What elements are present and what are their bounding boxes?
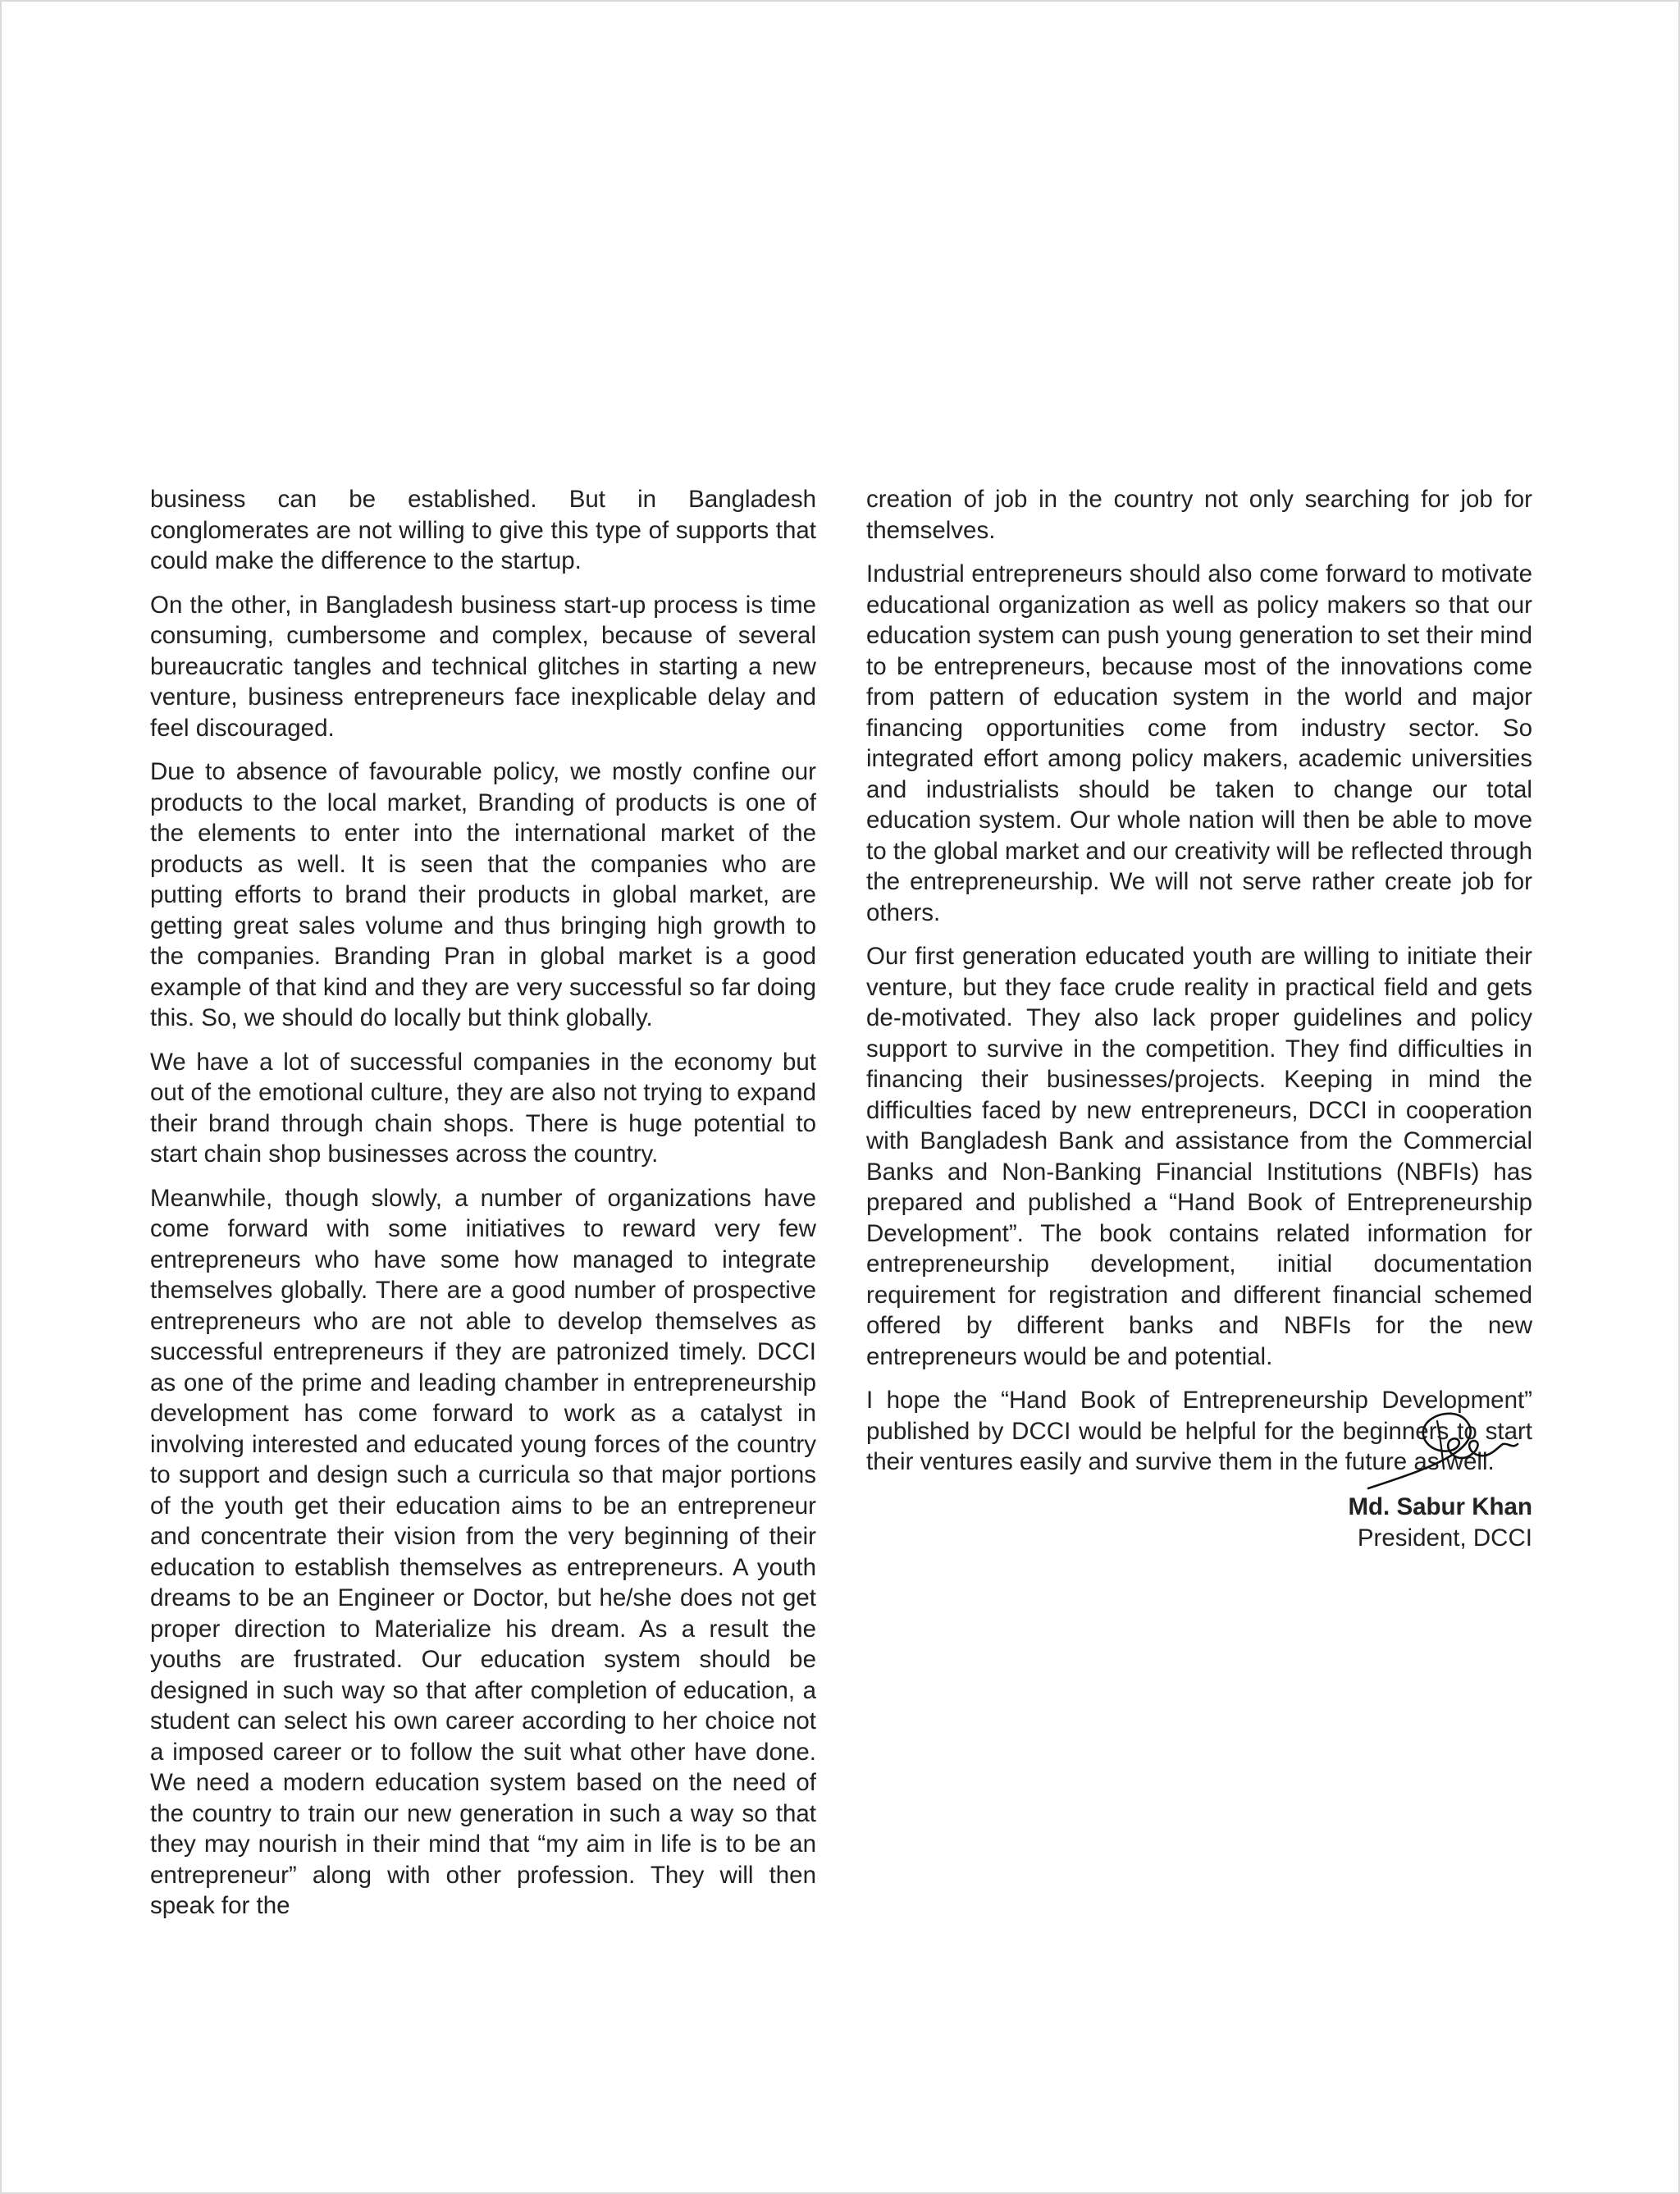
handwritten-signature (1362, 1396, 1526, 1495)
paragraph: Meanwhile, though slowly, a number of organizations have come forward with some initiatives to reward very few entrepreneurs who have some how managed to integrate themselves globally. There are a good number of prospective entrepreneurs who are not able to develop themselves as successful entrepreneurs if they are patronized timely. DCCI as one of the prime and leading chamber in entrepreneurship development has come forward to work as a catalyst in involving interested and educated young forces of the country to support and design such a curricula so that major portions of the youth get their education aims to be an entrepreneur and concentrate their vision from the very beginning of their education to establish themselves as entrepreneurs. A youth dreams to be an Engineer or Doctor, but he/she does not get proper direction to Materialize his dream. As a result the youths are frustrated. Our education system should be designed in such way so that after completion of education, a student can select his own career according to her choice not a imposed career or to follow the suit what other have done. We need a modern education system based on the need of the country to train our new generation in such a way so that they may nourish in their mind that “my aim in life is to be an entrepreneur” along with other profession. They will then speak for the (150, 1184, 816, 1919)
left-column (150, 484, 816, 1935)
signature-block (866, 1396, 1532, 1554)
right-column (866, 484, 1532, 1491)
signer-title: President, DCCI (1357, 1524, 1532, 1552)
paragraph: I hope the “Hand Book of Entrepreneurship Development” published by DCCI would be helpful for the beginners to start their ventures easily and survive them in the future as well. (866, 1387, 1532, 1475)
paragraph: creation of job in the country not only searching for job for themselves. (866, 486, 1532, 544)
paragraph: Due to absence of favourable policy, we mostly confine our products to the local market, Branding of products is one of the elements to enter into the international market of the products as well. It is seen that the companies who are putting efforts to brand their products in global market, are getting great sales volume and thus bringing high growth to the companies. Branding Pran in global market is a good example of that kind and they are very successful so far doing this. So, we should do locally but think globally. (150, 758, 816, 1031)
paragraph: business can be established. But in Bangladesh conglomerates are not willing to give this type of supports that could make the difference to the startup. (150, 486, 816, 574)
paragraph: We have a lot of successful companies in the economy but out of the emotional culture, they are also not trying to expand their brand through chain shops. There is huge potential to start chain shop businesses across the country. (150, 1048, 816, 1168)
paragraph: Industrial entrepreneurs should also come forward to motivate educational organization as well as policy makers so that our education system can push young generation to set their mind to be entrepreneurs, because most of the innovations come from pattern of education system in the world and major financing opportunities come from industry sector. So integrated effort among policy makers, academic universities and industrialists should be taken to change our total education system. Our whole nation will then be able to move to the global market and our creativity will be reflected through the entrepreneurship. We will not serve rather create job for others. (866, 560, 1532, 926)
paragraph: On the other, in Bangladesh business start-up process is time consuming, cumbersome and complex, because of several bureaucratic tangles and technical glitches in starting a new venture, business entrepreneurs face inexplicable delay and feel discouraged. (150, 591, 816, 742)
paragraph: Our first generation educated youth are willing to initiate their venture, but they face crude reality in practical field and gets de-motivated. They also lack proper guidelines and policy support to survive in the competition. They find difficulties in financing their businesses/projects. Keeping in mind the difficulties faced by new entrepreneurs, DCCI in cooperation with Bangladesh Bank and assistance from the Commercial Banks and Non-Banking Financial Institutions (NBFIs) has prepared and published a “Hand Book of Entrepreneurship Development”. The book contains related information for entrepreneurship development, initial documentation requirement for registration and different financial schemed offered by different banks and NBFIs for the new entrepreneurs would be and potential. (866, 943, 1532, 1370)
signer-name: Md. Sabur Khan (1348, 1493, 1532, 1520)
